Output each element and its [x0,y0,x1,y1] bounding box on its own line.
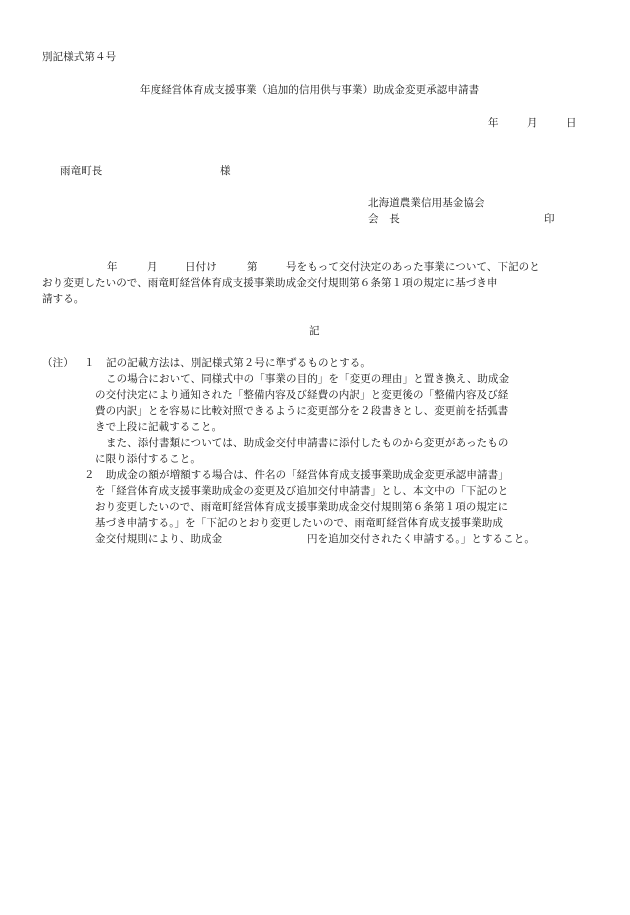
date-month: 月 [527,117,538,129]
form-number: 別記様式第４号 [42,51,117,63]
addressee-name: 雨竜町長 [60,165,103,177]
body-date-suffix: 日付け [185,261,217,273]
note-2-line: 円を追加交付されたく申請する。」とすること。 [307,533,535,545]
date-day: 日 [566,117,577,129]
seal-mark: 印 [544,213,555,225]
ki-heading: 記 [309,325,320,337]
applicant-role: 会 長 [368,213,400,225]
note-2-number: ２ [84,469,95,481]
body-month: 月 [147,261,158,273]
notes-label: （注） [42,357,74,369]
body-line1: 号をもって交付決定のあった事業について、下記のと [286,261,540,273]
note-1-line: また、添付書類については、助成金交付申請書に添付したものから変更があったもの [106,437,509,449]
note-2-line: 金交付規則により、助成金 [95,533,223,545]
note-1-line: 費の内訳」とを容易に比較対照できるように変更部分を２段書きとし、変更前を括弧書 [95,405,509,417]
addressee-honorific: 様 [220,165,231,177]
note-1-line: の交付決定により通知された「整備内容及び経費の内訳」と変更後の「整備内容及び経 [95,389,509,401]
note-2-line: 基づき申請する。」を「下記のとおり変更したいので、雨竜町経営体育成支援事業助成 [95,517,503,529]
note-2-line: を「経営体育成支援事業助成金の変更及び追加交付申請書」とし、本文中の「下記のと [95,485,509,497]
note-1-line: 記の記載方法は、別記様式第２号に準ずるものとする。 [106,357,371,369]
body-number-prefix: 第 [247,261,258,273]
document-title: 年度経営体育成支援事業（追加的信用供与事業）助成金変更承認申請書 [140,84,480,96]
note-1-line: きで上段に記載すること。 [95,421,223,433]
body-year: 年 [107,261,118,273]
body-line2: おり変更したいので、雨竜町経営体育成支援事業助成金交付規則第６条第１項の規定に基づき申 [42,277,498,289]
body-line3: 請する。 [42,293,85,305]
note-1-number: １ [84,357,95,369]
note-1-line: に限り添付すること。 [95,453,201,465]
applicant-org: 北海道農業信用基金協会 [368,197,485,209]
note-2-line: 助成金の額が増額する場合は、件名の「経営体育成支援事業助成金変更承認申請書」 [106,469,509,481]
note-2-line: おり変更したいので、雨竜町経営体育成支援事業助成金交付規則第６条第１項の規定に [95,501,509,513]
date-year: 年 [488,117,499,129]
note-1-line: この場合において、同様式中の「事業の目的」を「変更の理由」と置き換え、助成金 [106,373,510,385]
